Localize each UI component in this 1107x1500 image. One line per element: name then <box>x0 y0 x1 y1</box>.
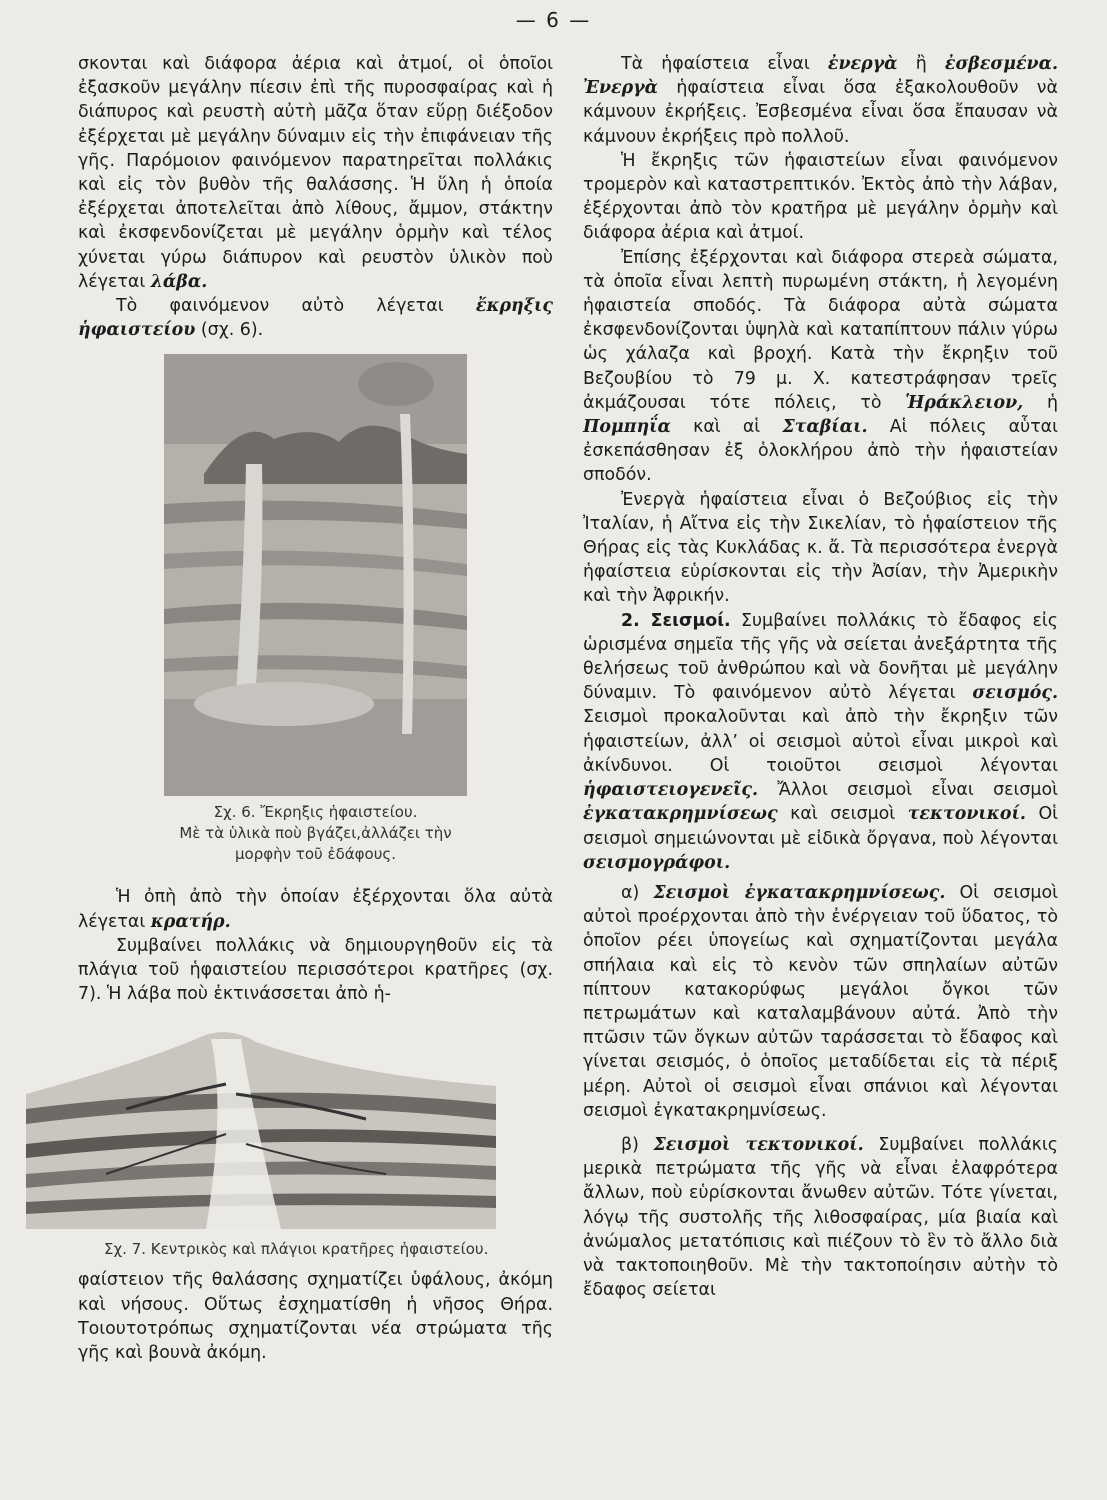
paragraph: Τὰ ἡφαίστεια εἶναι ἐνεργὰ ἢ ἐσβεσμένα. Ἐνεργὰ ἡφαίστεια εἶναι ὅσα ἐξακολουθοῦν νὰ κάμνουν ἐκρήξεις. Ἐσβεσμένα εἶναι ὅσα ἔπαυσαν νὰ κάμνουν ἐκρήξεις πρὸ πολλοῦ. <box>583 54 1059 147</box>
figure-7-crater-cross-section <box>26 1024 546 1239</box>
paragraph: Ἡ ἔκρηξις τῶν ἡφαιστείων εἶναι φαινόμενον τρομερὸν καὶ καταστρεπτικόν. Ἐκτὸς ἀπὸ τὴν λάβαν, ἐξέρχονται ἀπὸ τὸν κρατῆρα μὲ μεγάλην ὁρμὴν καὶ διάφορα ἀέρια καὶ ἀτμοί. <box>583 150 1058 244</box>
figure-6-caption: Σχ. 6. Ἔκρηξις ἡφαιστείου. Μὲ τὰ ὑλικὰ ποὺ βγάζει,ἀλλάζει τὴν μορφὴν τοῦ ἐδάφους. <box>179 803 452 864</box>
paragraph: Συμβαίνει πολλάκις νὰ δημιουργηθοῦν εἰς τὰ πλάγια τοῦ ἡφαιστείου περισσότεροι κρατῆρες (σχ. 7). Ἡ λάβα ποὺ ἐκτινάσσεται ἀπὸ ἡ- <box>78 935 553 1005</box>
right-column <box>583 52 1058 1302</box>
section-heading-earthquakes: 2. Σεισμοί. <box>621 610 731 631</box>
paragraph: Ἐνεργὰ ἡφαίστεια εἶναι ὁ Βεζούβιος εἰς τὴν Ἰταλίαν, ἡ Αἴτνα εἰς τὴν Σικελίαν, τὸ ἡφαίστειον τῆς Θήρας εἰς τὰς Κυκλάδας κ. ἄ. Τὰ περισσότερα ἐνεργὰ ἡφαίστεια εὑρίσκονται εἰς τὴν Ἀσίαν, τὴν Ἀμερικὴν καὶ τὴν Ἀφρικήν. <box>583 489 1058 607</box>
left-column <box>78 52 553 1365</box>
paragraph: 2. Σεισμοί. Συμβαίνει πολλάκις τὸ ἔδαφος εἰς ὡρισμένα σημεῖα τῆς γῆς νὰ σείεται ἀνεξάρτητα τῆς θελήσεως τοῦ ἀνθρώπου καὶ νὰ δονῆται μὲ μεγάλην δύναμιν. Τὸ φαινόμενον αὐτὸ λέγεται σεισμός. Σεισμοὶ προκαλοῦνται καὶ ἀπὸ τὴν ἔκρηξιν τῶν ἡφαιστείων, ἀλλ’ οἱ σεισμοὶ αὐτοὶ εἶναι μικροὶ καὶ ἀκίνδυνοι. Οἱ τοιοῦτοι σεισμοὶ λέγονται ἡφαιστειογενεῖς. Ἄλλοι σεισμοὶ εἶναι σεισμοὶ ἐγκατακρημνίσεως καὶ σεισμοὶ τεκτονικοί. Οἱ σεισμοὶ σημειώνονται μὲ εἰδικὰ ὄργανα, ποὺ λέγονται σεισμογράφοι. <box>583 610 1059 873</box>
paragraph: φαίστειον τῆς θαλάσσης σχηματίζει ὑφάλους, ἀκόμη καὶ νήσους. Οὕτως ἐσχηματίσθη ἡ νῆσος Θήρα. Τοιουτοτρόπως σχηματίζονται νέα στρώματα τῆς γῆς καὶ βουνὰ ἀκόμη. <box>78 1270 553 1364</box>
term-lava: λάβα. <box>150 271 208 292</box>
paragraph: α) Σεισμοὶ ἐγκατακρημνίσεως. Οἱ σεισμοὶ αὐτοὶ προέρχονται ἀπὸ τὴν ἐνέργειαν τοῦ ὕδατος, τὸ ὁποῖον ρέει ὑπογείως καὶ σχηματίζονται μεγάλα σπήλαια καὶ εἰς τὸ κενὸν τῶν σπηλαίων αὐτῶν πίπτουν κατακορύφως μεγάλοι ὄγκοι τῶν πετρωμάτων καὶ καταλαμβάνουν αὐτά. Ἀπὸ τὴν πτῶσιν τῶν ὄγκων αὐτῶν ταράσσεται τὸ ἔδαφος καὶ γίνεται σεισμός, ὁ ὁποῖος μεταδίδεται εἰς τὰ πέριξ μέρη. Αὐτοὶ οἱ σεισμοὶ εἶναι σπάνιοι καὶ λέγονται σεισμοὶ ἐγκατακρημνίσεως. <box>583 882 1059 1121</box>
paragraph: σκονται καὶ διάφορα ἀέρια καὶ ἀτμοί, οἱ ὁποῖοι ἐξασκοῦν μεγάλην πίεσιν ἐπὶ τῆς πυροσφαίρας καὶ ἡ διάπυρος καὶ ρευστὴ αὐτὴ μᾶζα ὅταν εὕρῃ διέξοδον ἐξέρχεται μὲ μεγάλην δύναμιν εἰς τὴν ἐπιφάνειαν τῆς γῆς. Παρόμοιον φαινόμενον παρατηρεῖται πολλάκις καὶ εἰς τὸν βυθὸν τῆς θαλάσσης. Ἡ ὕλη ἡ ὁποία ἐξέρχεται ἀποτελεῖται ἀπὸ λίθους, ἄμμον, στάκτην καὶ ἐκσφενδονίζεται μὲ μεγάλην ὁρμὴν καὶ τέλος χύνεται γύρω διάπυρον καὶ ρευστὸν ὑλικὸν ποὺ λέγεται λάβα. <box>78 54 553 292</box>
paragraph: Ἐπίσης ἐξέρχονται καὶ διάφορα στερεὰ σώματα, τὰ ὁποῖα εἶναι λεπτὴ πυρωμένη στάκτη, ἡ λεγομένη ἡφαιστεία σποδός. Τὰ διάφορα αὐτὰ σώματα ἐκσφενδονίζονται ὑψηλὰ καὶ καταπίπτουν πάλιν γύρω ὡς χάλαζα καὶ βροχή. Κατὰ τὴν ἔκρηξιν τοῦ Βεζουβίου τὸ 79 μ. Χ. κατεστράφησαν τρεῖς ἀκμάζουσαι τότε πόλεις, τὸ Ἡράκλειον, ἡ Πομπηΐα καὶ αἱ Σταβίαι. Αἱ πόλεις αὗται ἐσκεπάσθησαν ἐξ ὁλοκλήρου ἀπὸ τὴν ἡφαιστείαν σποδόν. <box>583 247 1059 486</box>
figure-6-eruption-illustration <box>164 354 467 796</box>
term-crater: κρατήρ. <box>150 911 231 932</box>
figure-7-caption: Σχ. 7. Κεντρικὸς καὶ πλάγιοι κρατῆρες ἡφαιστείου. <box>104 1240 489 1259</box>
paragraph: β) Σεισμοὶ τεκτονικοί. Συμβαίνει πολλάκις μερικὰ πετρώματα τῆς γῆς νὰ εἶναι ἐλαφρότερα ἄλλων, ποὺ εὑρίσκονται ἄνωθεν αὐτῶν. Τότε γίνεται, λόγῳ τῆς συστολῆς τῆς λιθοσφαίρας, μία βιαία καὶ ἀνώμαλος μετατόπισις καὶ πιέζουν τὸ ἓν τὸ ἄλλο διὰ νὰ τακτοποιηθοῦν. Μὲ τὴν τακτοποίησιν αὐτὴν τὸ ἔδαφος σείεται <box>583 1134 1059 1301</box>
paragraph: Τὸ φαινόμενον αὐτὸ λέγεται ἔκρηξις ἡφαιστείου (σχ. 6). <box>78 296 553 341</box>
term-eruption: ἔκρηξις ἡφαιστείου <box>78 296 553 341</box>
paragraph: Ἡ ὀπὴ ἀπὸ τὴν ὁποίαν ἐξέρχονται ὅλα αὐτὰ λέγεται κρατήρ. <box>78 887 553 932</box>
page-number: — 6 — <box>515 8 592 32</box>
